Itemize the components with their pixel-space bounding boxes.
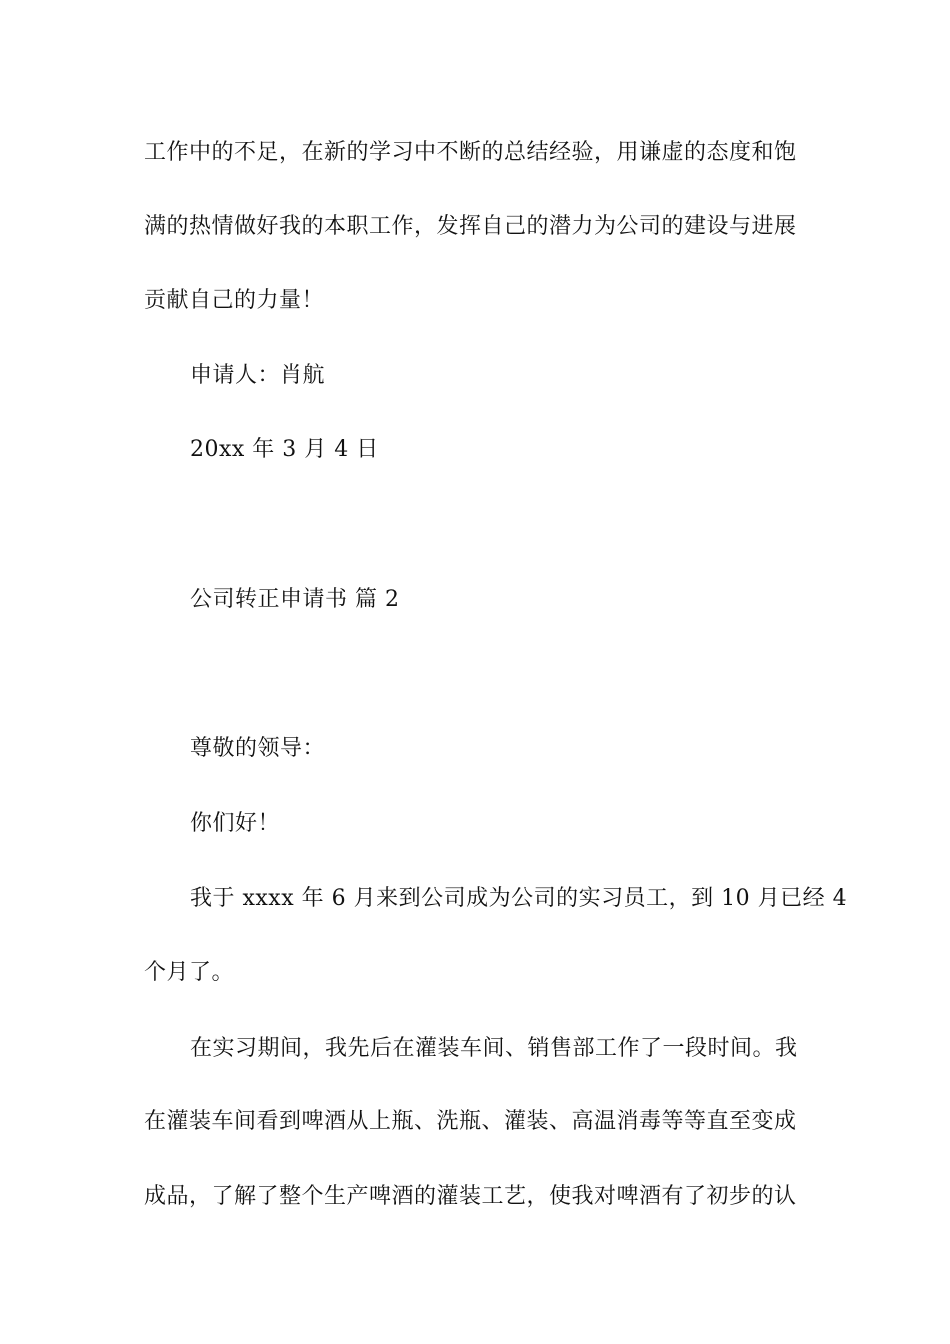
paragraph-1-line-2: 满的热情做好我的本职工作，发挥自己的潜力为公司的建设与进展	[144, 214, 797, 239]
applicant-signature: 申请人：肖航	[190, 363, 326, 388]
paragraph-3-line-3: 成品，了解了整个生产啤酒的灌装工艺，使我对啤酒有了初步的认	[144, 1184, 797, 1209]
paragraph-2-line-1: 我于 xxxx 年 6 月来到公司成为公司的实习员工，到 10 月已经 4	[190, 886, 848, 911]
paragraph-3-line-2: 在灌装车间看到啤酒从上瓶、洗瓶、灌装、高温消毒等等直至变成	[144, 1109, 797, 1134]
paragraph-2-line-2: 个月了。	[144, 960, 235, 985]
greeting: 你们好！	[190, 811, 281, 836]
paragraph-1-line-3: 贡献自己的力量！	[144, 288, 325, 313]
paragraph-1-line-1: 工作中的不足，在新的学习中不断的总结经验，用谦虚的态度和饱	[144, 140, 797, 165]
signature-date: 20xx 年 3 月 4 日	[190, 437, 379, 462]
salutation: 尊敬的领导：	[190, 736, 326, 761]
paragraph-3-line-1: 在实习期间，我先后在灌装车间、销售部工作了一段时间。我	[190, 1036, 798, 1061]
section-heading: 公司转正申请书 篇 2	[190, 587, 400, 612]
